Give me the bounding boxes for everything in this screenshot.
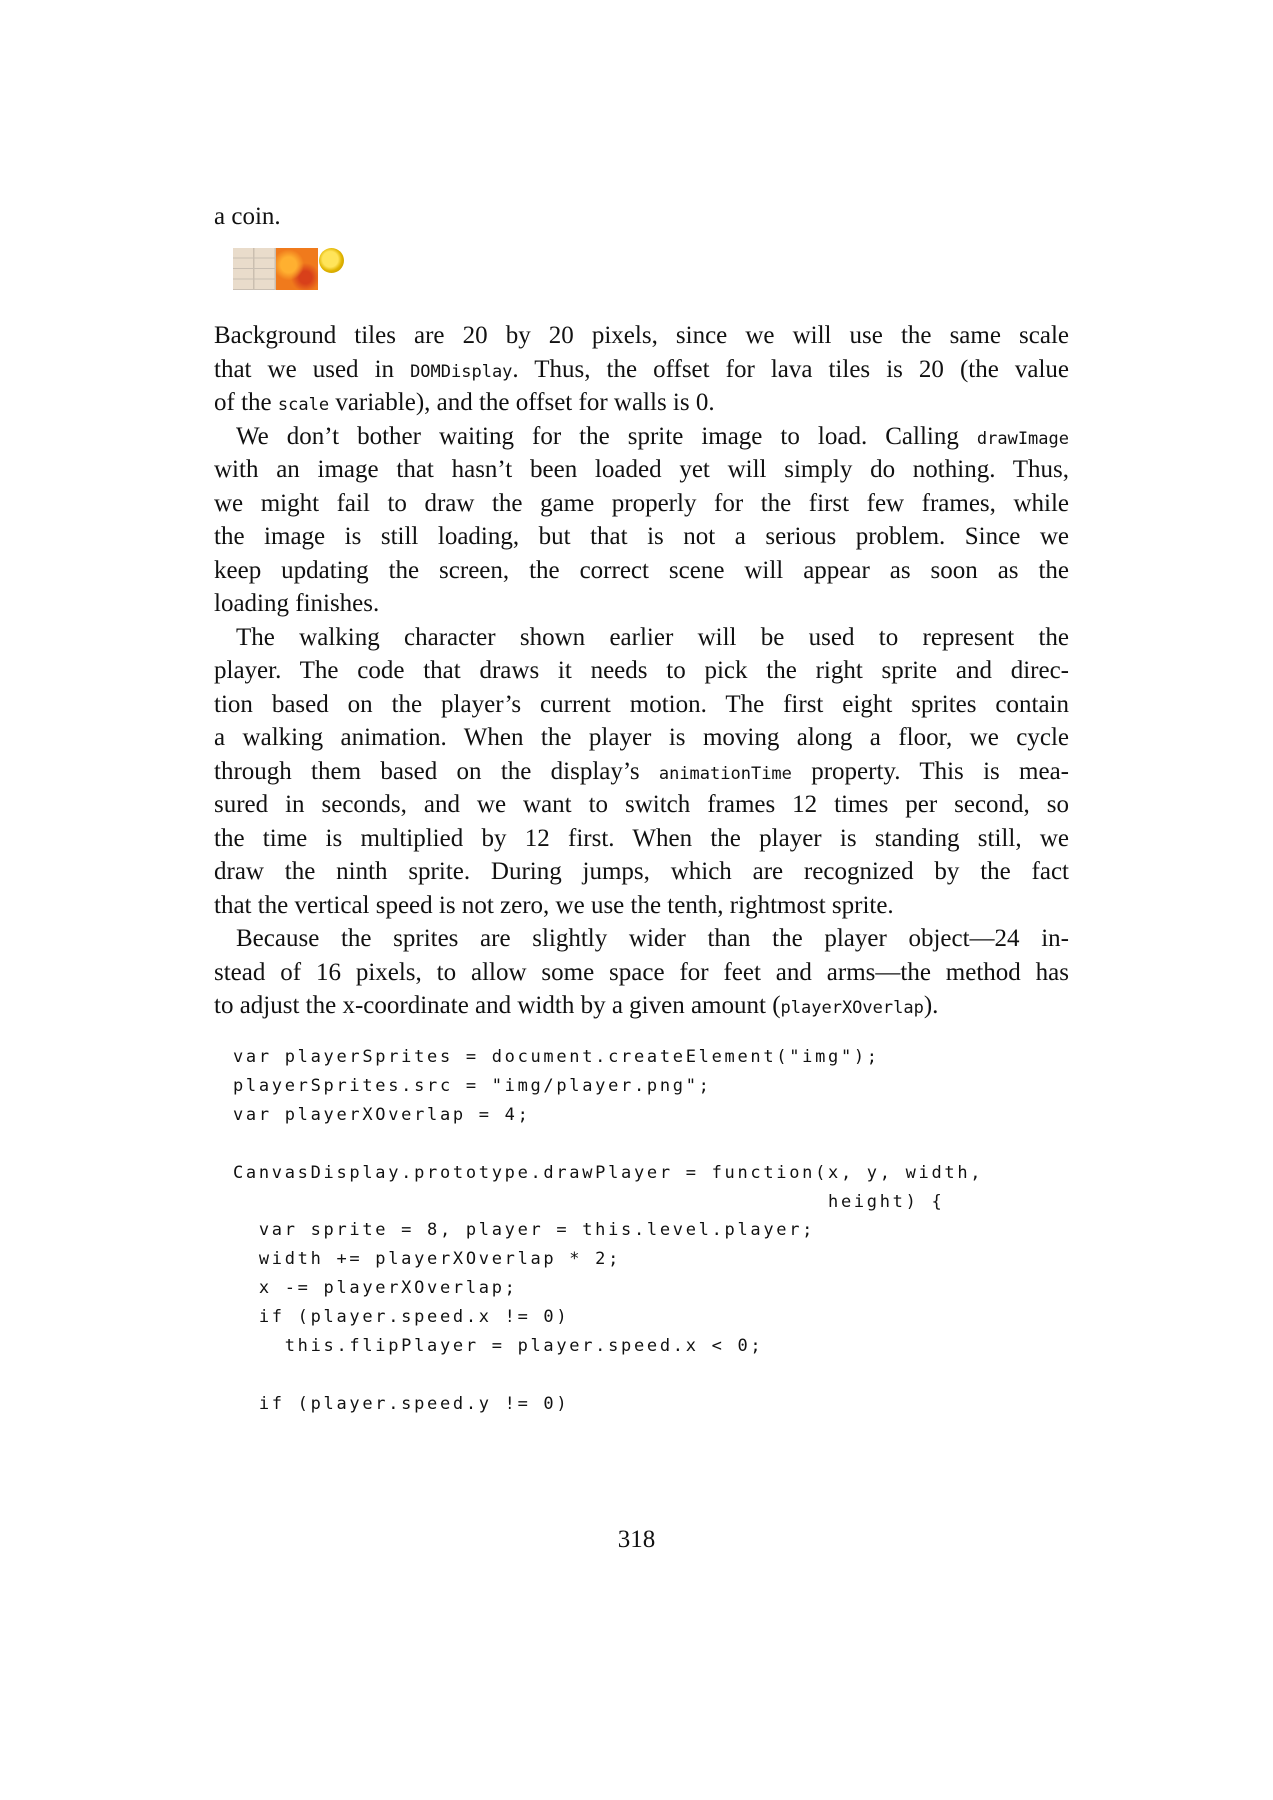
text-line (214, 989, 1069, 1023)
text-line (214, 721, 1069, 755)
text-segment: the image is still loading, but that is not a serious problem. Since we (214, 523, 1069, 550)
text-line (214, 554, 1069, 588)
lava-tile-image (276, 248, 318, 290)
text-line (214, 755, 1069, 789)
text-segment: stead of 16 pixels, to allow some space for feet and arms—the method has (214, 958, 1069, 986)
code-line: height) { (233, 1191, 945, 1212)
text-segment: loading finishes. (214, 590, 380, 617)
text-line (214, 688, 1069, 722)
inline-code: animationTime (658, 763, 792, 784)
code-line: if (player.speed.x != 0) (233, 1307, 570, 1328)
text-line (214, 889, 1069, 923)
text-line (214, 386, 1069, 420)
code-line: var sprite = 8, player = this.level.player; (233, 1220, 816, 1241)
text-line (214, 453, 1069, 487)
text-line (214, 520, 1069, 554)
text-segment: property. This is mea- (791, 757, 1070, 785)
code-line: CanvasDisplay.prototype.drawPlayer = function(x, y, width, (233, 1162, 984, 1183)
text-segment: Because the sprites are slightly wider than the player object—24 in- (236, 925, 1069, 952)
code-line: x -= playerXOverlap; (233, 1278, 518, 1299)
text-line (214, 788, 1069, 822)
text-segment: that the vertical speed is not zero, we use the tenth, rightmost sprite. (214, 891, 894, 919)
code-line: if (player.speed.y != 0) (233, 1393, 570, 1414)
text-line (214, 487, 1069, 521)
code-line: this.flipPlayer = player.speed.x < 0; (233, 1336, 764, 1356)
text-line (214, 319, 1069, 353)
inline-code: DOMDisplay (410, 361, 513, 382)
code-line: width += playerXOverlap * 2; (233, 1249, 622, 1270)
text-segment: that we used in (214, 355, 411, 383)
text-line (214, 822, 1069, 856)
text-line (214, 956, 1069, 990)
text-segment: of the (214, 389, 278, 416)
coin-image (319, 248, 344, 273)
text-line (214, 621, 1069, 655)
text-segment: . Thus, the offset for lava tiles is 20 (the value (512, 355, 1069, 383)
text-line (214, 922, 1069, 956)
text-line (214, 420, 1069, 454)
text-segment: we might fail to draw the game properly for the first few frames, while (214, 489, 1069, 517)
text-line (214, 587, 1069, 621)
text-segment: with an image that hasn’t been loaded yet will simply do nothing. Thus, (214, 456, 1069, 483)
code-line: var playerSprites = document.createElement("img"); (233, 1047, 880, 1067)
page-number: 318 (617, 1526, 656, 1553)
text-segment: sured in seconds, and we want to switch frames 12 times per second, so (214, 791, 1069, 818)
text-line (214, 654, 1069, 688)
text-segment: through them based on the display’s (214, 757, 659, 785)
inline-code: playerXOverlap (780, 998, 924, 1018)
text-segment: The walking character shown earlier will be used to represent the (236, 623, 1069, 651)
inline-code: drawImage (976, 428, 1069, 449)
code-line: var playerXOverlap = 4; (233, 1104, 531, 1125)
text-segment: tion based on the player’s current motion. The first eight sprites contain (214, 690, 1069, 718)
text-segment: the time is multiplied by 12 first. When the player is standing still, we (214, 824, 1069, 852)
intro-text: a coin. (214, 203, 281, 230)
text-line (214, 353, 1069, 387)
text-segment: Background tiles are 20 by 20 pixels, since we will use the same scale (214, 322, 1069, 349)
text-segment: variable), and the offset for walls is 0. (329, 389, 715, 416)
text-line (214, 855, 1069, 889)
text-segment: to adjust the x-coordinate and width by a given amount ( (214, 992, 781, 1019)
wall-tile-image (233, 248, 276, 290)
code-line: playerSprites.src = "img/player.png"; (233, 1075, 712, 1096)
text-segment: keep updating the screen, the correct scene will appear as soon as the (214, 556, 1069, 584)
text-segment: We don’t bother waiting for the sprite image to load. Calling (236, 422, 977, 450)
text-segment: player. The code that draws it needs to pick the right sprite and direc- (214, 657, 1069, 684)
text-segment: ). (923, 992, 939, 1019)
text-segment: draw the ninth sprite. During jumps, which are recognized by the fact (214, 858, 1069, 885)
inline-code: scale (277, 395, 330, 415)
text-segment: a walking animation. When the player is moving along a floor, we cycle (214, 724, 1069, 751)
